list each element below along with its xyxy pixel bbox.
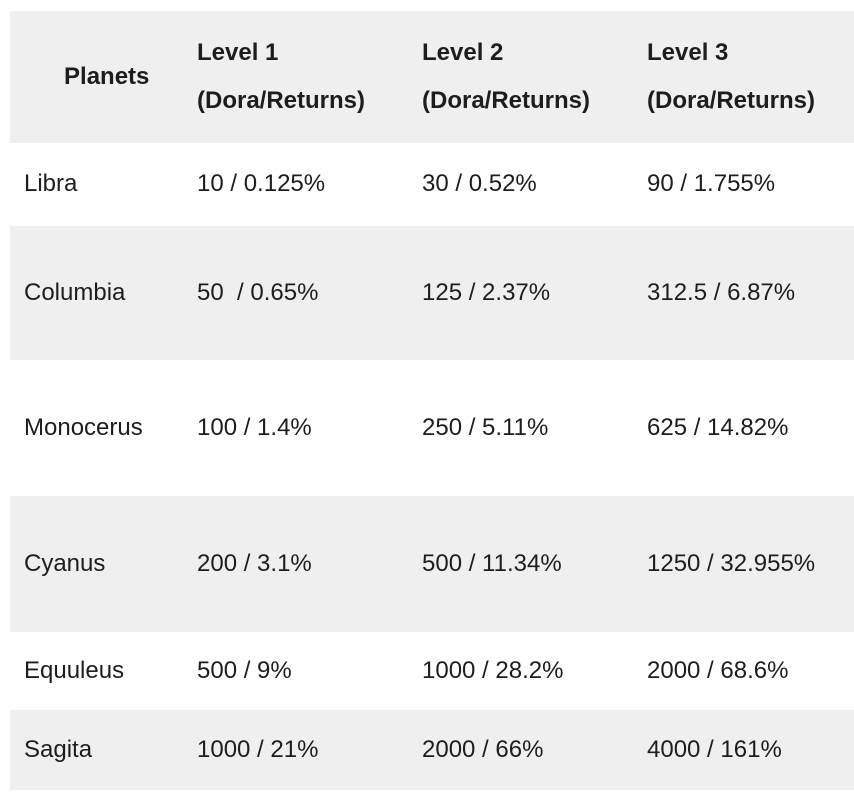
level-2-value: 30 / 0.52% xyxy=(422,170,537,198)
level-3-value: 625 / 14.82% xyxy=(647,413,789,441)
level-2-value: 2000 / 66% xyxy=(422,735,544,763)
column-header-level-1 xyxy=(183,0,408,173)
planets-returns-table xyxy=(10,11,854,790)
planet-name: Monocerus xyxy=(24,413,143,441)
table-row-equuleus xyxy=(10,632,854,710)
planet-name: Sagita xyxy=(24,735,93,763)
table-header-row xyxy=(10,11,854,143)
column-header-level-1-subtitle: (Dora/Returns) xyxy=(197,87,366,114)
planet-name: Equuleus xyxy=(24,656,125,684)
level-2-value: 500 / 11.34% xyxy=(422,549,562,577)
planet-name: Columbia xyxy=(24,278,126,306)
level-1-value: 10 / 0.125% xyxy=(197,170,326,198)
column-header-level-3-title: Level 3 xyxy=(647,39,729,66)
table-row-monocerus xyxy=(10,360,854,496)
level-1-value: 500 / 9% xyxy=(197,656,292,684)
column-header-level-3-subtitle: (Dora/Returns) xyxy=(647,87,816,114)
planet-name: Libra xyxy=(24,170,78,198)
table-row-columbia xyxy=(10,226,854,360)
level-1-value: 50 / 0.65% xyxy=(197,278,319,306)
level-2-value: 1000 / 28.2% xyxy=(422,656,564,684)
level-1-value: 100 / 1.4% xyxy=(197,413,312,441)
level-3-value: 1250 / 32.955% xyxy=(647,549,816,577)
column-header-level-2-subtitle: (Dora/Returns) xyxy=(422,87,591,114)
level-3-value: 90 / 1.755% xyxy=(647,170,776,198)
column-header-level-3 xyxy=(633,0,854,173)
planet-name: Cyanus xyxy=(24,549,106,577)
level-3-value: 4000 / 161% xyxy=(647,735,782,763)
level-1-value: 1000 / 21% xyxy=(197,735,319,763)
level-3-value: 312.5 / 6.87% xyxy=(647,278,796,306)
table-row-cyanus xyxy=(10,496,854,632)
column-header-level-1-title: Level 1 xyxy=(197,39,279,66)
table-row-sagita xyxy=(10,710,854,790)
column-header-level-2-title: Level 2 xyxy=(422,39,504,66)
level-1-value: 200 / 3.1% xyxy=(197,549,312,577)
column-header-level-2 xyxy=(408,0,633,173)
level-3-value: 2000 / 68.6% xyxy=(647,656,789,684)
level-2-value: 250 / 5.11% xyxy=(422,413,549,441)
column-header-planets-label: Planets xyxy=(64,62,150,90)
level-2-value: 125 / 2.37% xyxy=(422,278,551,306)
column-header-planets xyxy=(10,34,183,120)
